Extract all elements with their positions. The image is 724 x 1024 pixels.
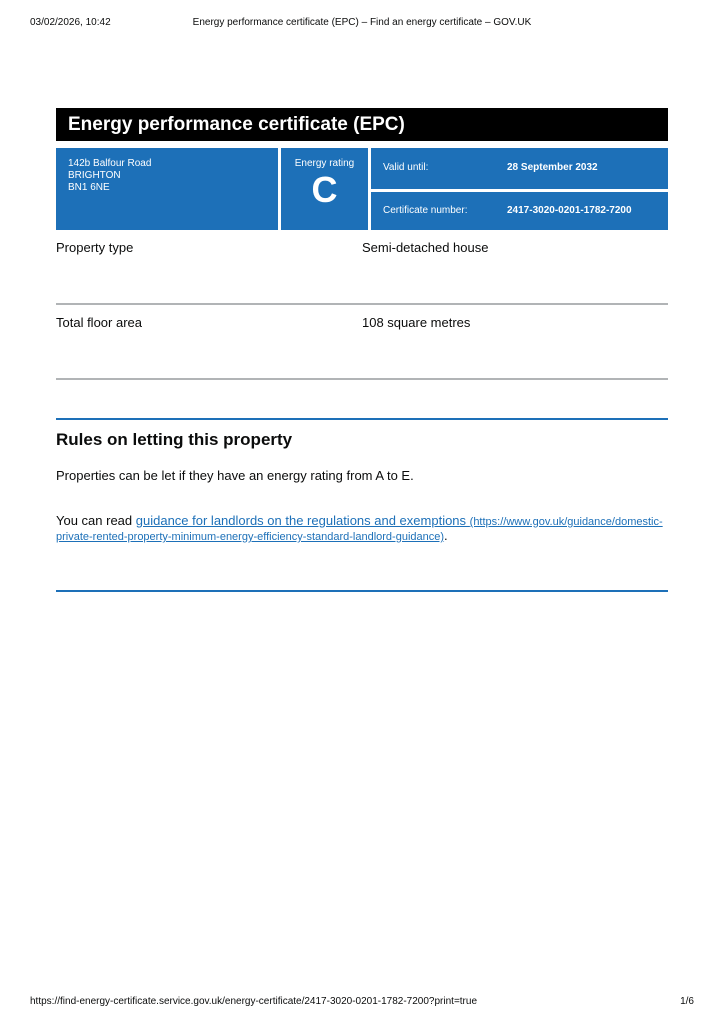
letting-rules-section: [56, 418, 668, 590]
guidance-link-url: (https://www.gov.uk/guidance/domestic-private-rented-property-minimum-energy-efficiency-standard-landlord-guidance): [56, 516, 663, 543]
address-line-2: BRIGHTON: [68, 170, 121, 181]
landlord-guidance-link[interactable]: [56, 513, 663, 543]
guidance-link-text: guidance for landlords on the regulations and exemptions: [135, 513, 470, 528]
summary-value: Semi-detached house: [362, 240, 489, 255]
epc-heading: Energy performance certificate (EPC): [56, 108, 668, 141]
certificate-number-box: [371, 192, 668, 230]
print-datetime: 03/02/2026, 10:42: [30, 17, 111, 28]
summary-row-property-type: [56, 230, 668, 305]
page-number: 1/6: [680, 996, 694, 1007]
landlord-guidance-paragraph: [56, 514, 668, 544]
address-line-1: 142b Balfour Road: [68, 158, 152, 169]
print-footer: [30, 996, 694, 1010]
valid-until-value: 28 September 2032: [507, 162, 598, 173]
certificate-number-value: 2417-3020-0201-1782-7200: [507, 205, 632, 216]
summary-row-floor-area: [56, 305, 668, 380]
address-line-3: BN1 6NE: [68, 182, 110, 193]
property-address: [56, 148, 278, 230]
summary-key: Property type: [56, 240, 134, 255]
section-divider: [56, 590, 668, 592]
print-url: https://find-energy-certificate.service.gov.uk/energy-certificate/2417-3020-0201-1782-7200?print=true: [30, 996, 478, 1007]
main-content: [56, 108, 668, 592]
print-page-title: Energy performance certificate (EPC) – Find an energy certificate – GOV.UK: [192, 17, 532, 28]
print-header: [30, 17, 694, 31]
summary-key: Total floor area: [56, 315, 142, 330]
energy-rating-label: Energy rating: [294, 158, 355, 169]
energy-rating-letter: C: [311, 169, 338, 210]
energy-rating-box: [281, 148, 368, 230]
certificate-number-label: Certificate number:: [383, 205, 468, 216]
valid-until-box: [371, 148, 668, 189]
valid-until-label: Valid until:: [383, 162, 429, 173]
guidance-suffix: .: [444, 528, 448, 543]
epc-summary-panel: [56, 148, 668, 230]
summary-value: 108 square metres: [362, 315, 471, 330]
guidance-prefix: You can read: [56, 513, 136, 528]
letting-rules-heading: Rules on letting this property: [56, 430, 293, 449]
letting-rules-paragraph: Properties can be let if they have an energy rating from A to E.: [56, 468, 414, 483]
